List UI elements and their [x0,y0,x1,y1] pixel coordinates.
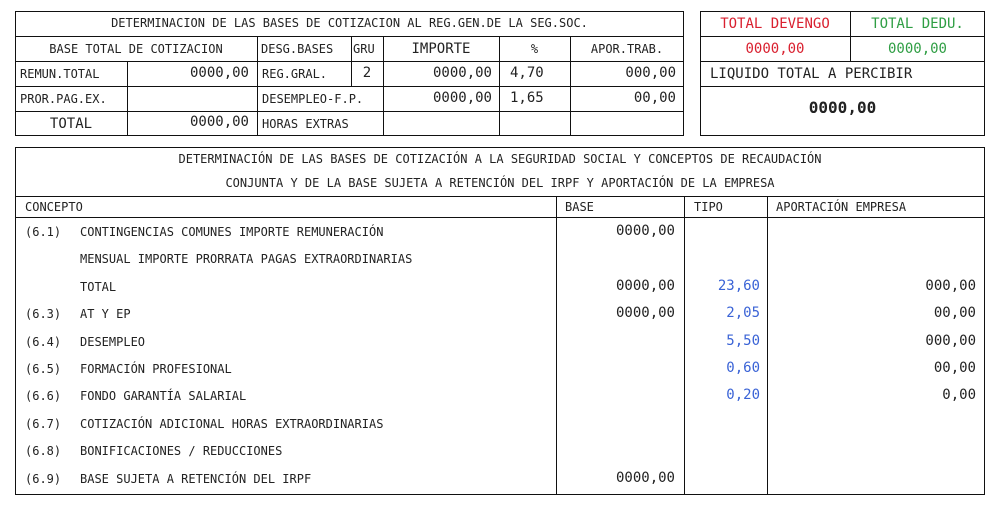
row-apor-value: 000,00 [625,65,676,81]
header-aportacion-empresa: APORTACIÓN EMPRESA [776,200,907,214]
row-base-value: 0000,00 [615,305,675,321]
row-base-value: 0000,00 [615,223,675,239]
row-code: (6.1) [25,225,62,239]
header-concepto: CONCEPTO [25,200,83,214]
row-concept: FONDO GARANTÍA SALARIAL [80,389,247,403]
row-base-value: 0000,00 [615,470,675,486]
row-pct-value: 1,65 [510,90,544,106]
row-concept: TOTAL [80,280,117,294]
header-base: BASE [565,200,594,214]
header-desg-bases: DESG.BASES [261,42,334,56]
row-concept: DESEMPLEO [80,335,146,349]
row-importe-value: 0000,00 [432,90,492,106]
divider [15,86,684,87]
row-concept: BONIFICACIONES / REDUCCIONES [80,444,283,458]
header-gru: GRU [353,42,375,56]
row-concept: CONTINGENCIAS COMUNES IMPORTE REMUNERACIÓN [80,225,384,239]
row-label-pror-pag-ex: PROR.PAG.EX. [20,92,107,106]
divider [700,61,985,62]
row-base-value: 0000,00 [615,278,675,294]
row-concept: AT Y EP [80,307,131,321]
row-pct-value: 4,70 [510,65,544,81]
divider [15,36,684,37]
total-devengo-label: TOTAL DEVENGO [720,16,830,32]
row-concept: BASE SUJETA A RETENCIÓN DEL IRPF [80,472,312,486]
total-dedu-label: TOTAL DEDU. [871,16,964,32]
row-tipo-value: 5,50 [726,333,760,349]
row-concept: COTIZACIÓN ADICIONAL HORAS EXTRAORDINARIAS [80,417,384,431]
row-code: (6.5) [25,362,62,376]
row-aportacion-value: 0,00 [942,387,976,403]
total-devengo-value: 0000,00 [745,41,805,57]
row-tipo-value: 2,05 [726,305,760,321]
divider [700,86,985,87]
row-concept: FORMACIÓN PROFESIONAL [80,362,232,376]
divider [15,61,684,62]
row-tipo-value: 0,20 [726,387,760,403]
header-tipo: TIPO [694,200,723,214]
liquido-value: 0000,00 [808,98,877,117]
header-base-total: BASE TOTAL DE COTIZACION [49,42,223,56]
row-aportacion-value: 000,00 [925,333,976,349]
total-dedu-value: 0000,00 [887,41,947,57]
row-gru-value: 2 [362,65,372,81]
divider [556,196,557,495]
bottom-title-line-2: CONJUNTA Y DE LA BASE SUJETA A RETENCIÓN DEL IRPF Y APORTACIÓN DE LA EMPRESA [225,176,775,190]
row-concept: MENSUAL IMPORTE PRORRATA PAGAS EXTRAORDINARIAS [80,252,413,266]
bottom-title-line-1: DETERMINACIÓN DE LAS BASES DE COTIZACIÓN A LA SEGURIDAD SOCIAL Y CONCEPTOS DE RECAUDACIÓN [178,152,822,166]
row-code: (6.7) [25,417,62,431]
divider [257,36,258,136]
top-table-title: DETERMINACION DE LAS BASES DE COTIZACION AL REG.GEN.DE LA SEG.SOC. [111,16,588,30]
header-importe: IMPORTE [411,41,471,57]
divider [700,36,985,37]
row-desg-desempleo-fp: DESEMPLEO-F.P. [262,92,364,106]
row-desg-reg-gral: REG.GRAL. [262,67,328,81]
row-code: (6.4) [25,335,62,349]
row-value-remun-total: 0000,00 [189,65,249,81]
row-label-remun-total: REMUN.TOTAL [20,67,100,81]
row-code: (6.8) [25,444,62,458]
row-code: (6.9) [25,472,62,486]
row-tipo-value: 0,60 [726,360,760,376]
header-percent: % [530,42,539,56]
row-importe-value: 0000,00 [432,65,492,81]
row-tipo-value: 23,60 [717,278,760,294]
divider [15,111,684,112]
divider [15,196,985,197]
header-apor-trab: APOR.TRAB. [590,42,664,56]
row-desg-horas-extras: HORAS EXTRAS [262,117,349,131]
row-aportacion-value: 000,00 [925,278,976,294]
row-label-total: TOTAL [49,116,93,132]
row-code: (6.6) [25,389,62,403]
row-code: (6.3) [25,307,62,321]
liquido-label: LIQUIDO TOTAL A PERCIBIR [710,66,913,82]
row-apor-value: 00,00 [633,90,676,106]
row-aportacion-value: 00,00 [933,305,976,321]
divider [15,217,985,218]
row-aportacion-value: 00,00 [933,360,976,376]
row-value-total: 0000,00 [189,114,249,130]
